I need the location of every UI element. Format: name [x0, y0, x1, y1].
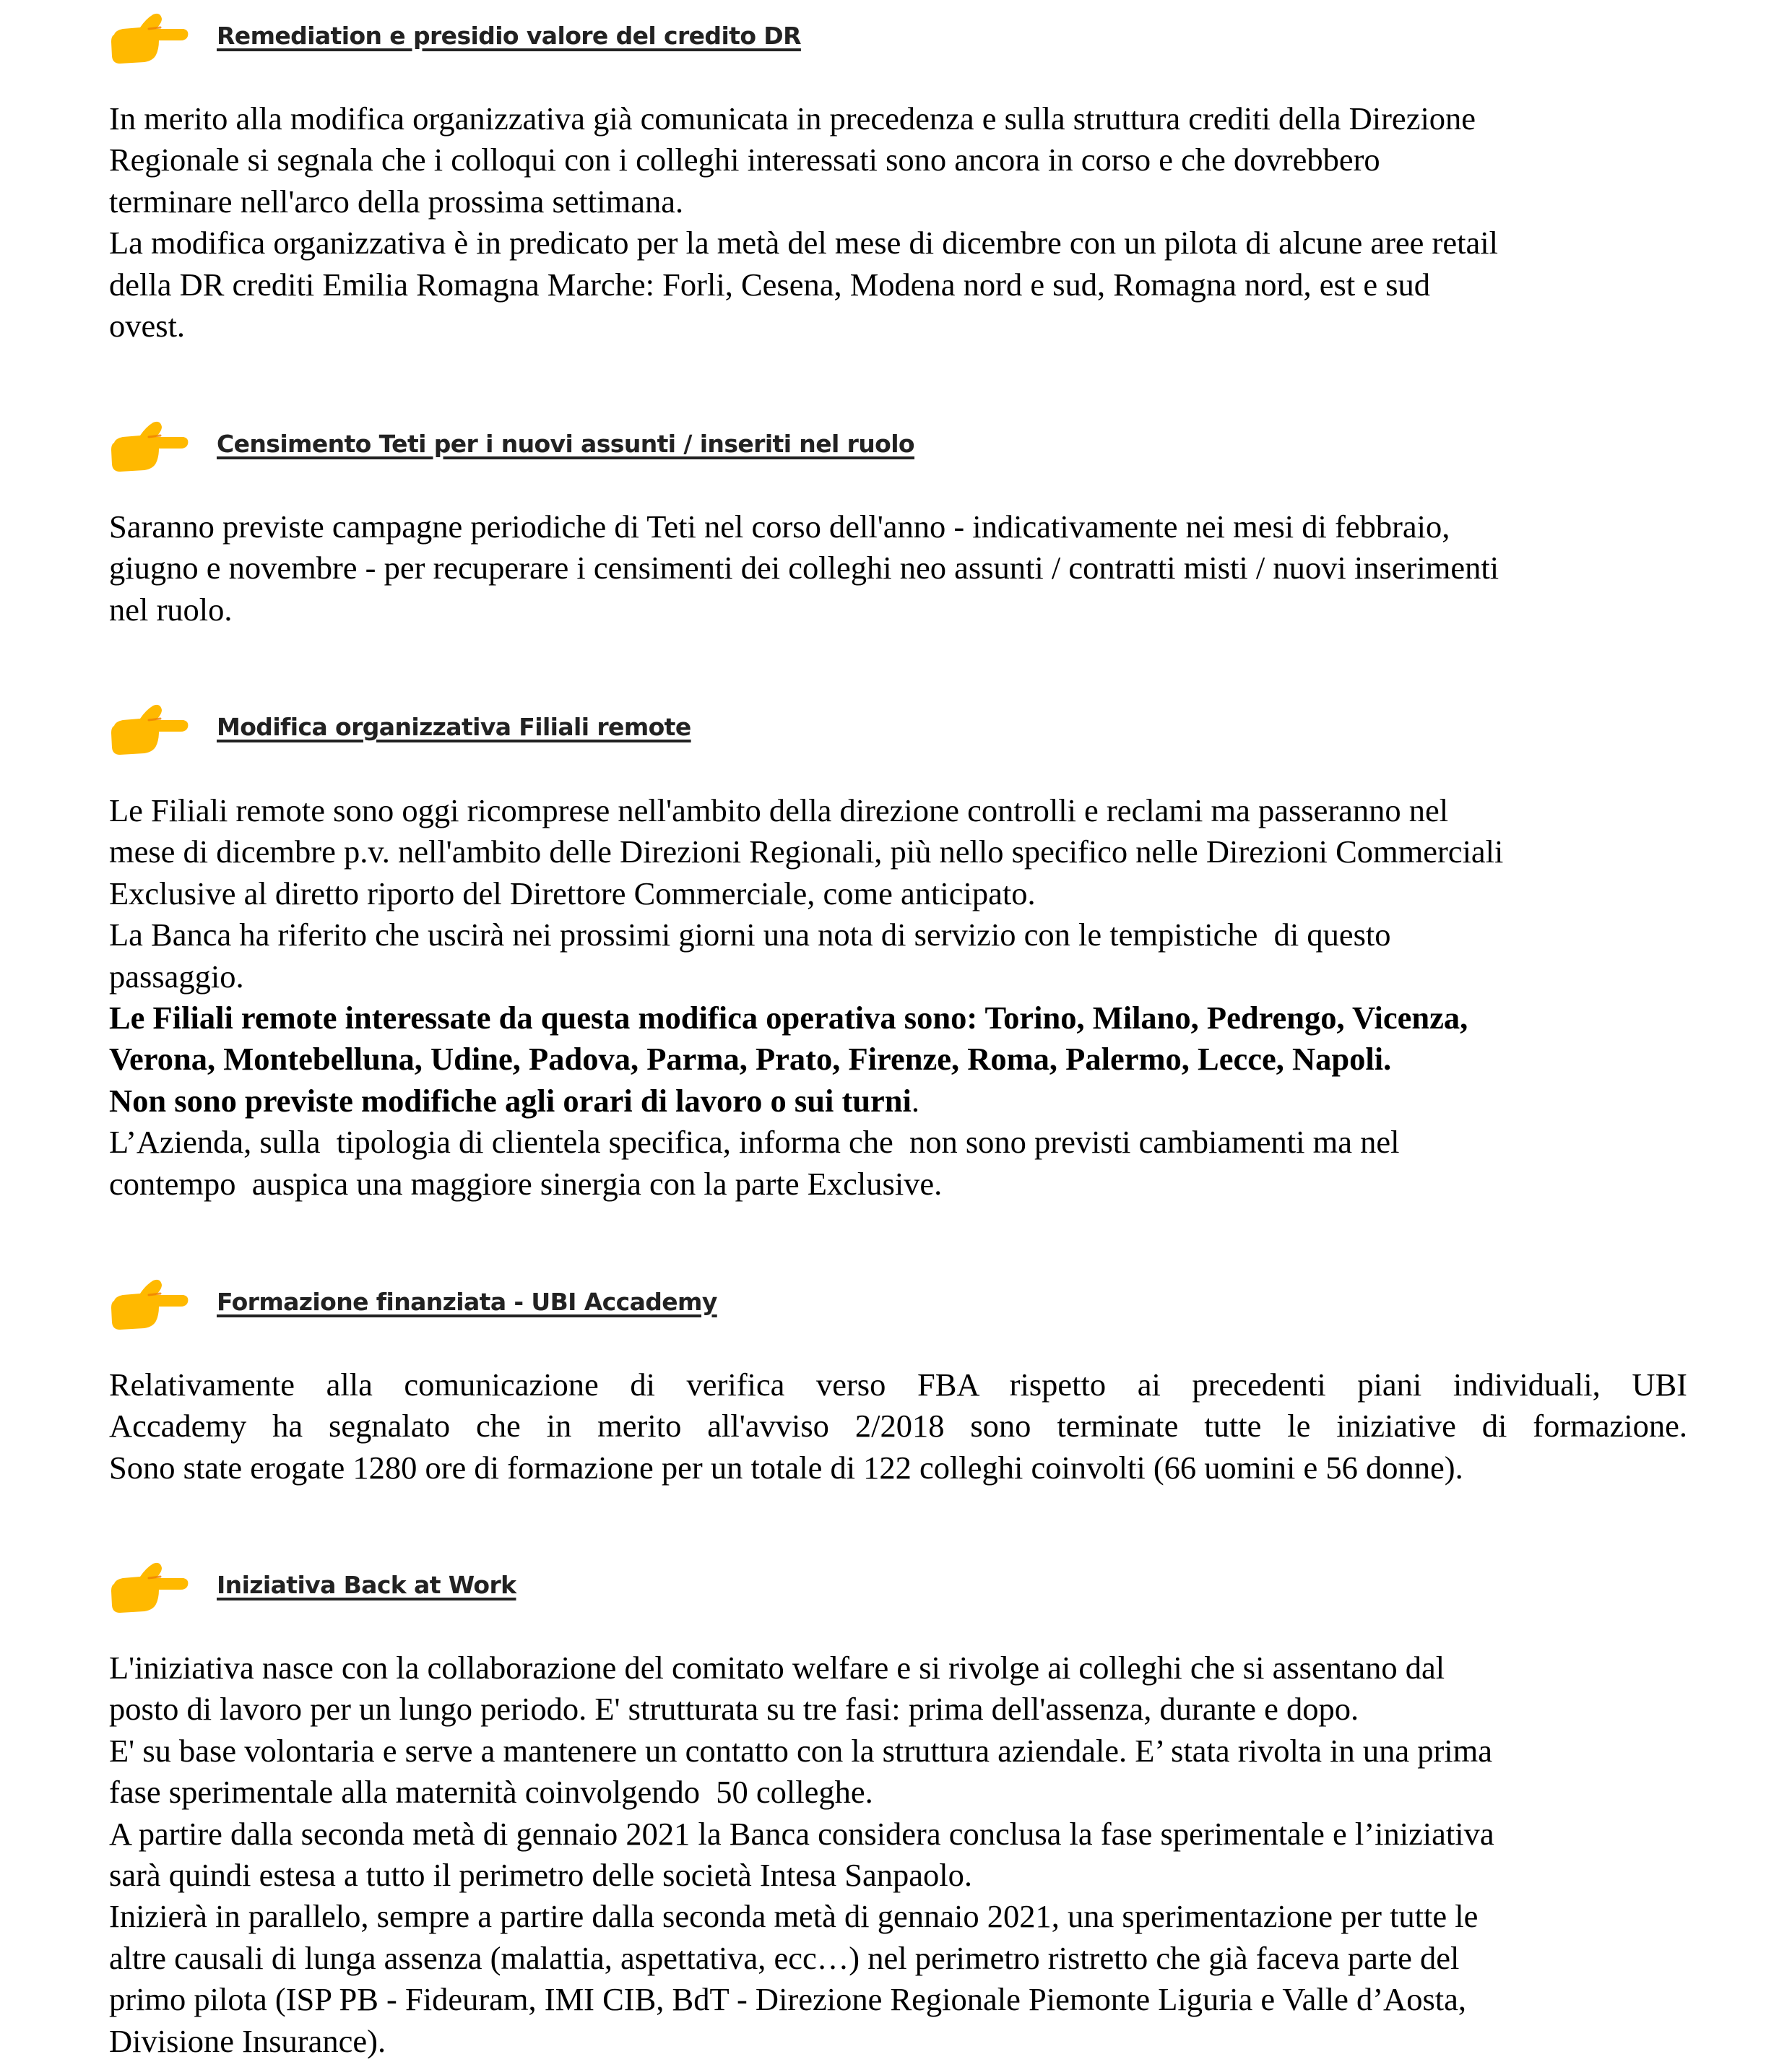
- text-line: La Banca ha riferito che uscirà nei prossimi giorni una nota di servizio con le tempistiche di questo: [109, 917, 1391, 953]
- bold-text-line-with-period: [109, 1080, 1687, 1122]
- section-heading-back-at-work: [108, 1562, 1697, 1620]
- paragraph-censimento: [109, 506, 1687, 631]
- text-line: Saranno previste campagne periodiche di Teti nel corso dell'anno - indicativamente nei mesi di febbraio,: [109, 508, 1450, 545]
- text-line: terminare nell'arco della prossima settimana.: [109, 183, 684, 220]
- text-line: sarà quindi estesa a tutto il perimetro delle società Intesa Sanpaolo.: [109, 1856, 972, 1893]
- text-line: Sono state erogate 1280 ore di formazione per un totale di 122 colleghi coinvolti (66 uomini e 56 donne).: [109, 1449, 1463, 1486]
- text-line: E' su base volontaria e serve a mantenere un contatto con la struttura aziendale. E’ stata rivolta in una prima: [109, 1732, 1492, 1769]
- text-line: Divisione Insurance).: [109, 2022, 386, 2059]
- text-line: La modifica organizzativa è in predicato per la metà del mese di dicembre con un pilota di alcune aree retail: [109, 225, 1498, 261]
- pointing-hand-icon: [108, 1279, 189, 1331]
- pointing-hand-icon: [108, 1562, 189, 1614]
- text-line: passaggio.: [109, 958, 244, 995]
- paragraph-back-at-work: [109, 1647, 1687, 2062]
- paragraph-remediation: [109, 98, 1687, 347]
- text-line: L’Azienda, sulla tipologia di clientela specifica, informa che non sono previsti cambiamenti ma nel: [109, 1124, 1400, 1161]
- text-line: Regionale si segnala che i colloqui con i colleghi interessati sono ancora in corso e che dovrebbero: [109, 142, 1380, 178]
- text-line: A partire dalla seconda metà di gennaio 2021 la Banca considera conclusa la fase sperimentale e l’iniziativa: [109, 1815, 1494, 1852]
- heading-title: Formazione finanziata - UBI Accademy: [217, 1288, 717, 1316]
- bold-text-line: Le Filiali remote interessate da questa modifica operativa sono: Torino, Milano, Pedrengo, Vicenza,: [109, 999, 1468, 1036]
- text-line: contempo auspica una maggiore sinergia con la parte Exclusive.: [109, 1165, 943, 1202]
- trailing-period: .: [911, 1082, 920, 1119]
- pointing-hand-icon: [108, 421, 189, 473]
- section-heading-censimento: [108, 421, 1697, 479]
- pointing-hand-icon: [108, 704, 189, 756]
- text-line: Accademy ha segnalato che in merito all'avviso 2/2018 sono terminate tutte le iniziative di formazione.: [109, 1408, 1687, 1444]
- heading-title: Remediation e presidio valore del credito DR: [217, 22, 801, 50]
- text-line: L'iniziativa nasce con la collaborazione del comitato welfare e si rivolge ai colleghi che si assentano dal: [109, 1650, 1445, 1686]
- text-line: In merito alla modifica organizzativa già comunicata in precedenza e sulla struttura crediti della Direzione: [109, 100, 1476, 137]
- text-line: nel ruolo.: [109, 591, 233, 628]
- text-line: della DR crediti Emilia Romagna Marche: Forli, Cesena, Modena nord e sud, Romagna nord, est e sud: [109, 266, 1431, 303]
- bold-text-line: Verona, Montebelluna, Udine, Padova, Parma, Prato, Firenze, Roma, Palermo, Lecce, Napoli.: [109, 1041, 1392, 1078]
- section-heading-remediation: [108, 13, 1697, 71]
- text-line: fase sperimentale alla maternità coinvolgendo 50 colleghe.: [109, 1774, 873, 1811]
- heading-title: Modifica organizzativa Filiali remote: [217, 713, 691, 741]
- heading-title: Censimento Teti per i nuovi assunti / inseriti nel ruolo: [217, 430, 915, 458]
- text-line: Relativamente alla comunicazione di verifica verso FBA rispetto ai precedenti piani individuali, UBI: [109, 1366, 1687, 1403]
- text-line: Inizierà in parallelo, sempre a partire dalla seconda metà di gennaio 2021, una sperimentazione per tutte le: [109, 1898, 1479, 1935]
- paragraph-formazione: [109, 1364, 1687, 1489]
- text-line: Exclusive al diretto riporto del Direttore Commerciale, come anticipato.: [109, 875, 1036, 911]
- heading-title: Iniziativa Back at Work: [217, 1571, 516, 1599]
- section-heading-filiali-remote: [108, 704, 1697, 762]
- paragraph-filiali-remote: [109, 790, 1687, 1205]
- section-heading-formazione: [108, 1279, 1697, 1337]
- text-line: posto di lavoro per un lungo periodo. E' strutturata su tre fasi: prima dell'assenza, durante e dopo.: [109, 1691, 1359, 1728]
- text-line: altre causali di lunga assenza (malattia, aspettativa, ecc…) nel perimetro ristretto che già faceva parte del: [109, 1939, 1460, 1976]
- text-line: ovest.: [109, 307, 186, 344]
- pointing-hand-icon: [108, 13, 189, 65]
- text-line: mese di dicembre p.v. nell'ambito delle Direzioni Regionali, più nello specifico nelle Direzioni Commerciali: [109, 833, 1504, 870]
- bold-statement: Non sono previste modifiche agli orari di lavoro o sui turni: [109, 1082, 912, 1119]
- text-line: giugno e novembre - per recuperare i censimenti dei colleghi neo assunti / contratti misti / nuovi inserimenti: [109, 550, 1499, 586]
- text-line: primo pilota (ISP PB - Fideuram, IMI CIB, BdT - Direzione Regionale Piemonte Liguria e Valle d’Aosta,: [109, 1981, 1466, 2018]
- text-line: Le Filiali remote sono oggi ricomprese nell'ambito della direzione controlli e reclami ma passeranno nel: [109, 792, 1449, 828]
